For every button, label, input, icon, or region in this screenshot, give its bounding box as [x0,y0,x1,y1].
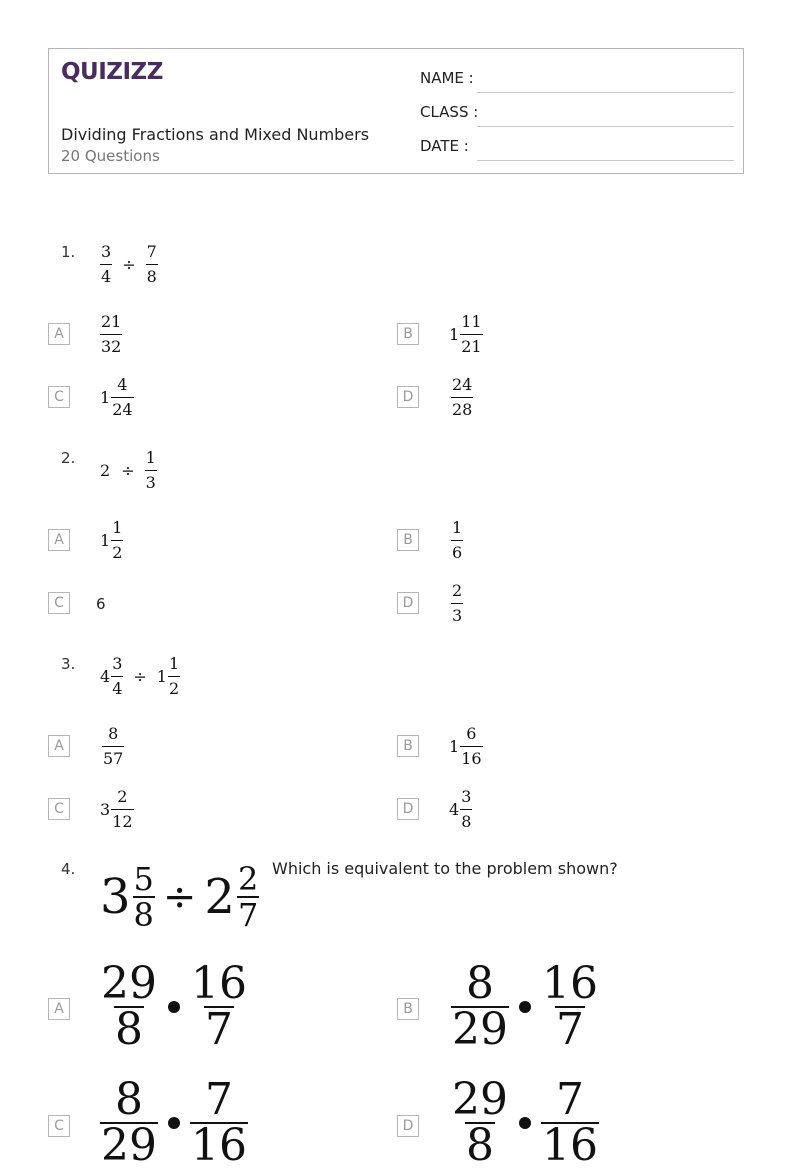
date-field[interactable] [420,137,734,159]
option-box-4c[interactable]: C [48,1115,70,1137]
answer-1d: $\frac{24}{28}$ [451,373,473,422]
option-box-2b[interactable]: B [397,529,419,551]
answer-2b: $\frac{1}{6}$ [451,516,463,565]
question-4-problem: 3 $\frac{5}{8}$ ÷ 2 $\frac{2}{7}$ [100,860,259,934]
worksheet-title: Dividing Fractions and Mixed Numbers [61,125,370,144]
answer-4a: $\frac{29}{8}$ $\frac{16}{7}$ [101,958,247,1055]
option-box-1c[interactable]: C [48,386,70,408]
option-box-1b[interactable]: B [397,323,419,345]
multiply-dot-icon [519,1117,531,1129]
question-1-number: 1. [61,243,76,261]
divide-sign: ÷ [122,255,136,274]
question-1-problem [100,240,158,289]
answer-4b: $\frac{8}{29}$ $\frac{16}{7}$ [452,958,598,1055]
multiply-dot-icon [168,1117,180,1129]
option-box-1d[interactable]: D [397,386,419,408]
answer-2c: 6 [96,595,106,613]
divide-sign: ÷ [162,874,197,920]
class-label: CLASS : [420,103,479,121]
option-box-3a[interactable]: A [48,735,70,757]
divide-sign: ÷ [133,667,147,686]
option-box-4d[interactable]: D [397,1115,419,1137]
fraction: $\frac{7}{8}$ [146,240,158,289]
option-box-4b[interactable]: B [397,998,419,1020]
question-3-problem: 4 $\frac{3}{4}$ ÷ 1 $\frac{1}{2}$ [100,652,180,701]
option-box-3d[interactable]: D [397,798,419,820]
option-box-1a[interactable]: A [48,323,70,345]
multiply-dot-icon [519,1001,531,1013]
quizizz-logo: QUIZIZZ [61,59,163,85]
answer-1b: 1 $\frac{11}{21}$ [449,310,483,359]
answer-1a: $\frac{21}{32}$ [100,310,122,359]
answer-4d: $\frac{29}{8}$ $\frac{7}{16}$ [452,1074,598,1171]
class-field[interactable] [420,103,734,125]
answer-3a: $\frac{8}{57}$ [102,722,124,771]
answer-2a: 1 $\frac{1}{2}$ [100,516,123,565]
divide-sign: ÷ [121,461,135,480]
option-box-2d[interactable]: D [397,592,419,614]
question-4-number: 4. [61,860,76,878]
answer-1c: 1 $\frac{4}{24}$ [100,373,134,422]
class-line [477,126,734,127]
date-line [477,160,734,161]
answer-2d: $\frac{2}{3}$ [451,579,463,628]
question-2-number: 2. [61,449,76,467]
answer-3d: 4 $\frac{3}{8}$ [449,785,472,834]
option-box-2a[interactable]: A [48,529,70,551]
option-box-3c[interactable]: C [48,798,70,820]
question-2-problem: 2 ÷ $\frac{1}{3}$ [100,446,157,495]
name-field[interactable] [420,69,734,91]
option-box-4a[interactable]: A [48,998,70,1020]
worksheet-header [48,48,744,174]
option-box-3b[interactable]: B [397,735,419,757]
date-label: DATE : [420,137,469,155]
answer-3b: 1 $\frac{6}{16}$ [449,722,483,771]
fraction: $\frac{3}{4}$ [100,240,112,289]
question-count: 20 Questions [61,147,160,165]
multiply-dot-icon [168,1001,180,1013]
question-3-number: 3. [61,655,76,673]
name-label: NAME : [420,69,474,87]
question-4-text: Which is equivalent to the problem shown? [272,859,618,878]
answer-4c: $\frac{8}{29}$ $\frac{7}{16}$ [101,1074,247,1171]
option-box-2c[interactable]: C [48,592,70,614]
name-line [477,92,734,93]
answer-3c: 3 $\frac{2}{12}$ [100,785,134,834]
